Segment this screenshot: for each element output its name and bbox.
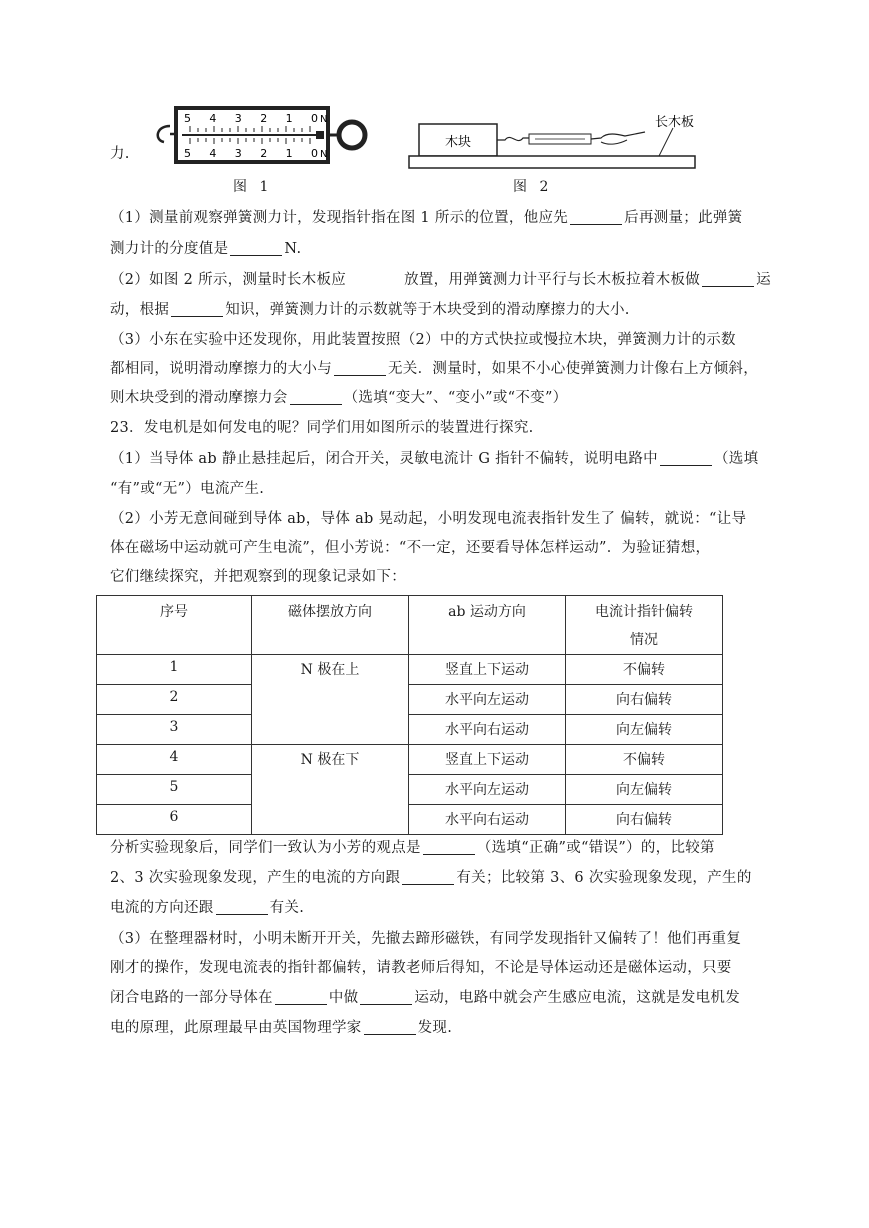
scale-bottom-labels: 5 4 3 2 1 0 bbox=[184, 147, 318, 160]
cell-motion: 水平向右运动 bbox=[409, 805, 566, 835]
ring-icon bbox=[339, 122, 365, 148]
q23-part3-line-3: 闭合电路的一部分导体在 中做 运动，电路中就会产生感应电流，这就是发电机发 bbox=[110, 990, 741, 1006]
q23-analysis-1: 分析实验现象后，同学们一致认为小芳的观点是 （选填“正确”或“错误”）的，比较第 bbox=[110, 840, 715, 856]
q23-analysis-3: 电流的方向还跟 有关. bbox=[110, 900, 305, 916]
spring-scale-figure bbox=[140, 104, 372, 166]
cell-result: 向左偏转 bbox=[566, 715, 723, 745]
table-row bbox=[97, 775, 723, 805]
cell-result: 向右偏转 bbox=[566, 805, 723, 835]
fig1-caption: 图 1 bbox=[233, 179, 273, 195]
answer-blank[interactable] bbox=[402, 870, 454, 886]
q22-line-3: （2）如图 2 所示，测量时长木板应 放置，用弹簧测力计平行与长木板拉着木板做 运 bbox=[110, 272, 771, 288]
header-magnet: 磁体摆放方向 bbox=[252, 596, 409, 655]
header-result: 电流计指针偏转 情况 bbox=[566, 596, 723, 655]
q23-line-2: “有”或“无”）电流产生. bbox=[110, 481, 265, 497]
q22-line-4: 动，根据 知识，弹簧测力计的示数就等于木块受到的滑动摩擦力的大小. bbox=[110, 302, 630, 318]
answer-blank[interactable] bbox=[334, 361, 386, 377]
cell-index: 6 bbox=[97, 805, 252, 835]
answer-blank[interactable] bbox=[660, 451, 712, 467]
q23-line-3: （2）小芳无意间碰到导体 ab，导体 ab 晃动起，小明发现电流表指针发生了 偏转，就说：“让导 bbox=[110, 511, 747, 527]
header-index: 序号 bbox=[97, 596, 252, 655]
q22-line-1: （1）测量前观察弹簧测力计，发现指针指在图 1 所示的位置，他应先 后再测量；此弹簧 bbox=[110, 210, 743, 226]
board-label: 长木板 bbox=[655, 115, 695, 130]
answer-blank[interactable] bbox=[423, 840, 475, 856]
q23-part3-line-4: 电的原理，此原理最早由英国物理学家 发现. bbox=[110, 1020, 453, 1036]
cell-index: 5 bbox=[97, 775, 252, 805]
table-row bbox=[97, 715, 723, 745]
table-row bbox=[97, 745, 723, 775]
wood-block-figure bbox=[405, 112, 705, 176]
cell-motion: 水平向左运动 bbox=[409, 685, 566, 715]
answer-blank[interactable] bbox=[570, 210, 622, 226]
cell-motion: 竖直上下运动 bbox=[409, 745, 566, 775]
cell-result: 不偏转 bbox=[566, 655, 723, 685]
fig2-caption: 图 2 bbox=[513, 179, 553, 195]
cell-motion: 水平向左运动 bbox=[409, 775, 566, 805]
hand-icon bbox=[591, 132, 645, 139]
q23-part3-line-2: 刚才的操作，发现电流表的指针都偏转，请教老师后得知，不论是导体运动还是磁体运动，只要 bbox=[110, 960, 732, 976]
cell-motion: 水平向右运动 bbox=[409, 715, 566, 745]
long-board bbox=[409, 156, 695, 168]
answer-blank[interactable] bbox=[702, 272, 754, 288]
cell-result: 向左偏转 bbox=[566, 775, 723, 805]
q23-line-5: 它们继续探究，并把观察到的现象记录如下： bbox=[110, 569, 406, 585]
experiment-table bbox=[96, 595, 723, 835]
header-motion: ab 运动方向 bbox=[409, 596, 566, 655]
q22-line-5: （3）小东在实验中还发现你，用此装置按照（2）中的方式快拉或慢拉木块，弹簧测力计的示数 bbox=[110, 332, 736, 348]
unit-bottom: N bbox=[320, 149, 328, 160]
q23-analysis-2: 2、3 次实验现象发现，产生的电流的方向跟 有关；比较第 3、6 次实验现象发现，产生的 bbox=[110, 870, 752, 886]
cell-result: 不偏转 bbox=[566, 745, 723, 775]
table-row bbox=[97, 655, 723, 685]
unit-top: N bbox=[320, 114, 328, 125]
table-row bbox=[97, 685, 723, 715]
figure-prefix: 力. bbox=[110, 146, 130, 162]
q23-title: 23．发电机是如何发电的呢？同学们用如图所示的装置进行探究. bbox=[110, 420, 534, 436]
answer-blank[interactable] bbox=[230, 241, 282, 257]
cell-index: 1 bbox=[97, 655, 252, 685]
answer-blank[interactable] bbox=[290, 390, 342, 406]
q22-line-2: 测力计的分度值是 N. bbox=[110, 241, 302, 257]
answer-blank[interactable] bbox=[171, 302, 223, 318]
table-header-row bbox=[97, 596, 723, 655]
q23-line-1: （1）当导体 ab 静止悬挂起后，闭合开关，灵敏电流计 G 指针不偏转，说明电路中 （选填 bbox=[110, 451, 759, 467]
table-row bbox=[97, 805, 723, 835]
answer-blank[interactable] bbox=[216, 900, 268, 916]
q23-part3-line-1: （3）在整理器材时，小明未断开开关，先撤去蹄形磁铁，有同学发现指针又偏转了！他们再重复 bbox=[110, 931, 742, 947]
scale-top-labels: 5 4 3 2 1 0 bbox=[184, 112, 318, 125]
wood-block-label: 木块 bbox=[445, 135, 472, 150]
answer-blank[interactable] bbox=[364, 1020, 416, 1036]
q22-line-7: 则木块受到的滑动摩擦力会 （选填“变大”、“变小”或“不变”） bbox=[110, 390, 568, 406]
cell-index: 4 bbox=[97, 745, 252, 775]
hook-icon bbox=[158, 126, 170, 142]
cell-index: 3 bbox=[97, 715, 252, 745]
cell-index: 2 bbox=[97, 685, 252, 715]
cell-result: 向右偏转 bbox=[566, 685, 723, 715]
q22-line-6: 都相同，说明滑动摩擦力的大小与 无关．测量时，如果不小心使弹簧测力计像右上方倾斜， bbox=[110, 361, 758, 377]
cell-motion: 竖直上下运动 bbox=[409, 655, 566, 685]
answer-blank[interactable] bbox=[360, 990, 412, 1006]
cell-magnet: N 极在上 bbox=[252, 655, 409, 745]
answer-blank[interactable] bbox=[275, 990, 327, 1006]
cell-magnet: N 极在下 bbox=[252, 745, 409, 835]
q23-line-4: 体在磁场中运动就可产生电流”，但小芳说：“不一定，还要看导体怎样运动”．为验证猜想， bbox=[110, 540, 711, 556]
